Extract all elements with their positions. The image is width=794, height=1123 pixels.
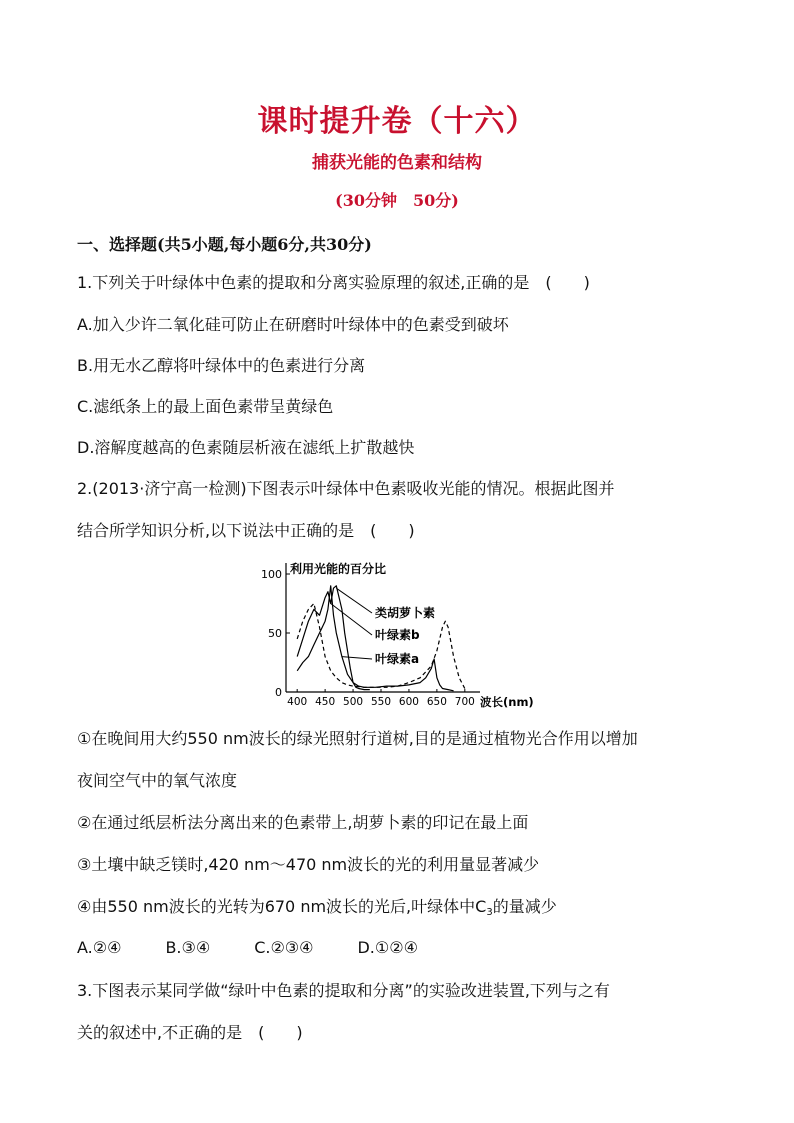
page-subtitle: 捕获光能的色素和结构 xyxy=(312,153,482,173)
absorption-spectrum-chart xyxy=(250,555,550,715)
statement-4-text-end: 的量减少 xyxy=(492,897,557,916)
question-2-statement-3: ③土壤中缺乏镁时,420 nm～470 nm波长的光的利用量显著减少 xyxy=(77,855,540,874)
question-2-option-b: B.③④ xyxy=(165,938,211,957)
section-title: 一、选择题(共5小题,每小题6分,共30分) xyxy=(77,235,372,254)
question-2-option-c: C.②③④ xyxy=(254,938,314,957)
page-title: 课时提升卷（十六） xyxy=(257,104,537,139)
question-2-option-a: A.②④ xyxy=(77,938,122,957)
question-2-option-d: D.①②④ xyxy=(357,938,418,957)
question-1-stem: 1.下列关于叶绿体中色素的提取和分离实验原理的叙述,正确的是 ( ) xyxy=(77,273,590,292)
series-label-3: 叶绿素a xyxy=(375,652,420,666)
question-1-option-b: B.用无水乙醇将叶绿体中的色素进行分离 xyxy=(77,356,366,375)
y-axis-label: 利用光能的百分比 xyxy=(290,562,387,576)
x-tick-label: 400 xyxy=(287,696,308,708)
question-3-stem-line-2: 关的叙述中,不正确的是 ( ) xyxy=(77,1023,303,1042)
question-3-stem-line-1: 3.下图表示某同学做“绿叶中色素的提取和分离”的实验改进装置,下列与之有 xyxy=(77,981,610,1000)
exam-duration: (30分钟 50分) xyxy=(335,191,459,210)
series-label-2: 叶绿素b xyxy=(375,628,420,642)
statement-4-subscript: 3 xyxy=(486,907,493,918)
y-tick-label: 0 xyxy=(275,686,282,699)
x-tick-label: 450 xyxy=(315,696,336,708)
x-tick-label: 650 xyxy=(426,696,447,708)
question-2-stem-line-1: 2.(2013·济宁高一检测)下图表示叶绿体中色素吸收光能的情况。根据此图并 xyxy=(77,479,615,498)
x-tick-label: 600 xyxy=(398,696,419,708)
chart-labels-group xyxy=(331,588,435,666)
question-2-stem-line-2: 结合所学知识分析,以下说法中正确的是 ( ) xyxy=(77,521,415,540)
question-2-statement-2: ②在通过纸层析法分离出来的色素带上,胡萝卜素的印记在最上面 xyxy=(77,813,529,832)
x-tick-label: 700 xyxy=(454,696,475,708)
y-tick-label: 50 xyxy=(268,627,282,640)
question-2-statement-4 xyxy=(77,896,557,924)
x-axis-label: 波长(nm) xyxy=(480,695,534,709)
question-1-option-c: C.滤纸条上的最上面色素带呈黄绿色 xyxy=(77,397,334,416)
question-1-option-d: D.溶解度越高的色素随层析液在滤纸上扩散越快 xyxy=(77,438,415,457)
question-2-statement-1b: 夜间空气中的氧气浓度 xyxy=(77,771,238,790)
statement-4-text: ④由550 nm波长的光转为670 nm波长的光后,叶绿体中C xyxy=(77,897,487,916)
y-tick-label: 100 xyxy=(261,568,282,581)
series-label-1: 类胡萝卜素 xyxy=(375,606,436,620)
question-1-option-a: A.加入少许二氧化硅可防止在研磨时叶绿体中的色素受到破坏 xyxy=(77,315,509,334)
x-tick-label: 500 xyxy=(343,696,364,708)
question-2-options xyxy=(77,937,462,959)
question-2-statement-1a: ①在晚间用大约550 nm波长的绿光照射行道树,目的是通过植物光合作用以增加 xyxy=(77,729,638,748)
x-tick-label: 550 xyxy=(370,696,392,708)
leader-line-3 xyxy=(342,657,372,659)
